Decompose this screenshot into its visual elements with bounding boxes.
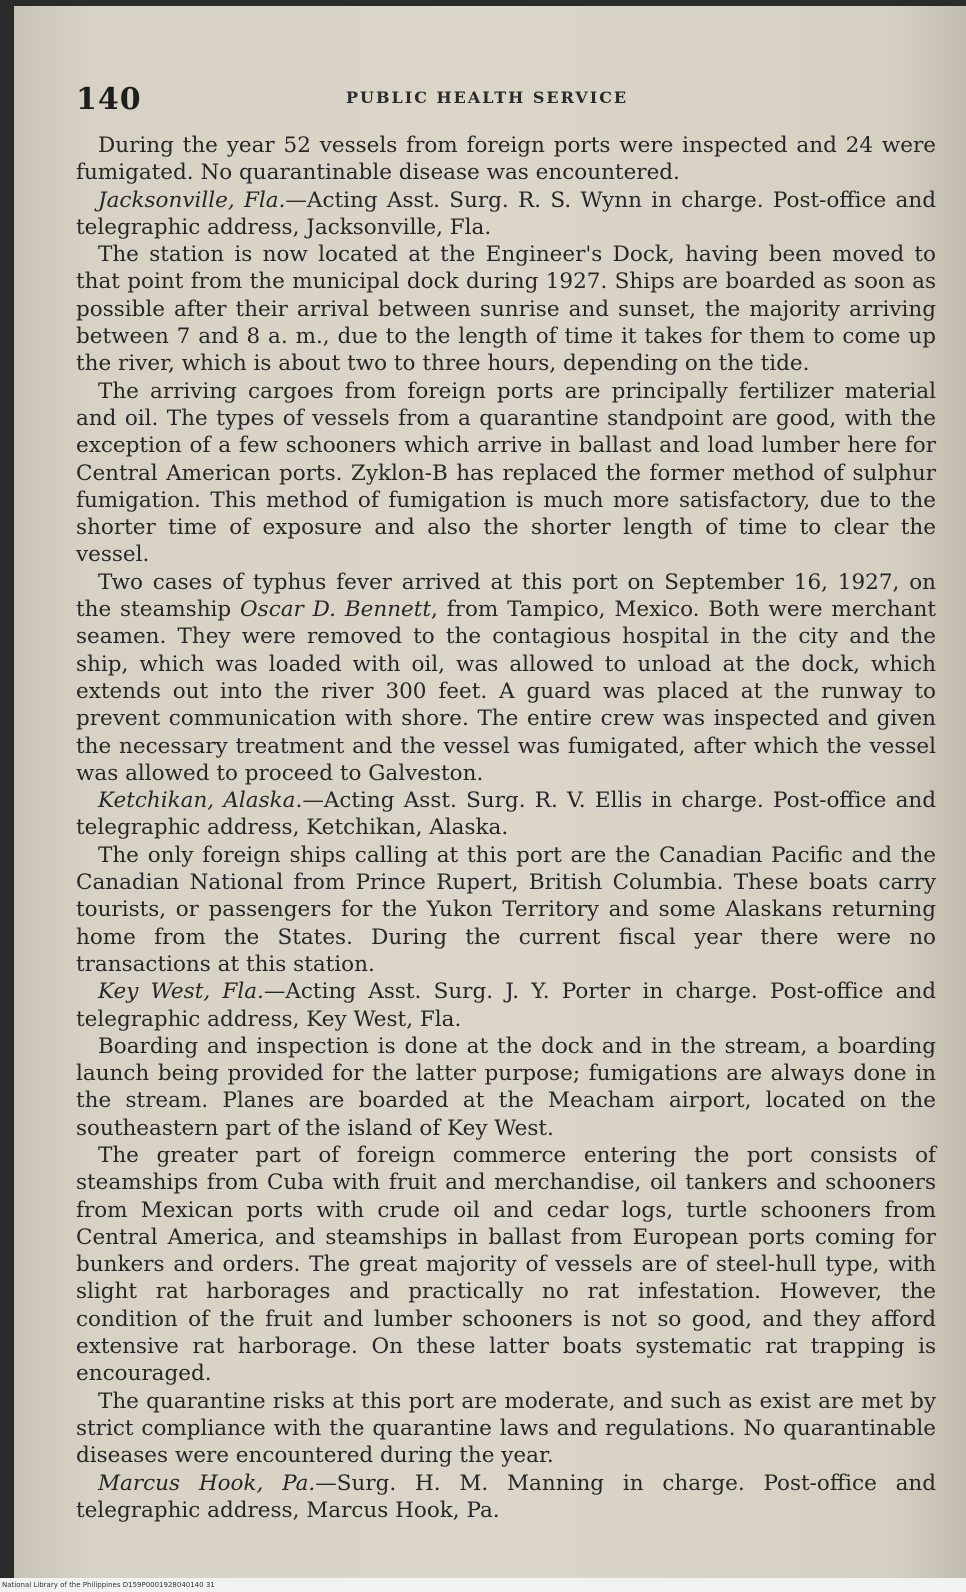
scanned-page xyxy=(14,6,966,1578)
paragraph: The quarantine risks at this port are moderate, and such as exist are met by strict compliance with the quarantine laws and regulations. No quarantinable diseases were encountered during the year. xyxy=(76,1388,936,1469)
station-name: Marcus Hook, Pa. xyxy=(98,1470,316,1496)
paragraph: During the year 52 vessels from foreign ports were inspected and 24 were fumigated. No quarantinable disease was encountered. xyxy=(76,133,936,186)
paragraph: The arriving cargoes from foreign ports are principally fertilizer material and oil. The types of vessels from a quarantine standpoint are good, with the exception of a few schooners which arrive in ballast and load lumber here for Central American ports. Zyklon-B has replaced the former method of sulphur fumigation. This method of fumigation is much more satisfactory, due to the shorter time of exposure and also the shorter length of time to clear the vessel. xyxy=(76,378,936,568)
station-entry-marcus-hook xyxy=(76,1470,936,1525)
paragraph: Two cases of typhus fever arrived at this port on September 16, 1927, on the steamship Oscar D. Bennett, from Tampico, Mexico. Both were merchant seamen. They were removed to the contagious hospital in the city and the ship, which was loaded with oil, was allowed to unload at the dock, which extends out into the river 300 feet. A guard was placed at the runway to prevent communication with shore. The entire crew was inspected and given the necessary treatment and the vessel was fumigated, after which the vessel was allowed to proceed to Galveston. xyxy=(76,569,936,786)
station-name: Key West, Fla. xyxy=(98,979,264,1005)
page-content xyxy=(76,82,936,1524)
station-entry-ketchikan xyxy=(76,787,936,842)
station-details: —Acting Asst. Surg. R. S. Wynn in charge. Post-office and telegraphic address, Jacksonville, Fla. xyxy=(76,187,936,240)
station-entry-key-west xyxy=(76,978,936,1033)
page-number: 140 xyxy=(76,82,142,117)
paragraph: Boarding and inspection is done at the dock and in the stream, a boarding launch being provided for the latter purpose; fumigations are always done in the stream. Planes are boarded at the Meacham airport, located on the southeastern part of the island of Key West. xyxy=(76,1033,936,1141)
body-text xyxy=(76,132,936,1524)
station-entry-jacksonville xyxy=(76,187,936,242)
paragraph: The greater part of foreign commerce entering the port consists of steamships from Cuba with fruit and merchandise, oil tankers and schooners from Mexican ports with crude oil and cedar logs, turtle schooners from Central America, and steamships in ballast from European ports coming for bunkers and orders. The great majority of vessels are of steel-hull type, with slight rat harborages and practically no rat infestation. However, the condition of the fruit and lumber schooners is not so good, and they afford extensive rat harborage. On these latter boats systematic rat trapping is encouraged. xyxy=(76,1142,936,1387)
running-title: PUBLIC HEALTH SERVICE xyxy=(346,88,629,107)
paragraph: The station is now located at the Engineer's Dock, having been moved to that point from the municipal dock during 1927. Ships are boarded as soon as possible after their arrival between sunrise and sunset, the majority arriving between 7 and 8 a. m., due to the length of time it takes for them to come up the river, which is about two to three hours, depending on the tide. xyxy=(76,242,936,377)
station-details: —Acting Asst. Surg. J. Y. Porter in charge. Post-office and telegraphic address, Key West, Fla. xyxy=(76,979,937,1032)
footer-credit: National Library of the Philippines D159P0001928040140 31 xyxy=(2,1581,215,1589)
running-head xyxy=(76,82,936,122)
paragraph: The only foreign ships calling at this port are the Canadian Pacific and the Canadian National from Prince Rupert, British Columbia. These boats carry tourists, or passengers for the Yukon Territory and some Alaskans returning home from the States. During the current fiscal year there were no transactions at this station. xyxy=(76,842,936,977)
ship-name: Oscar D. Bennett xyxy=(240,597,432,623)
station-name: Jacksonville, Fla. xyxy=(98,187,286,213)
station-name: Ketchikan, Alaska. xyxy=(98,788,303,814)
station-details: —Surg. H. M. Manning in charge. Post-office and telegraphic address, Marcus Hook, Pa. xyxy=(76,1470,937,1523)
station-details: —Acting Asst. Surg. R. V. Ellis in charge. Post-office and telegraphic address, Ketchikan, Alaska. xyxy=(76,788,936,841)
